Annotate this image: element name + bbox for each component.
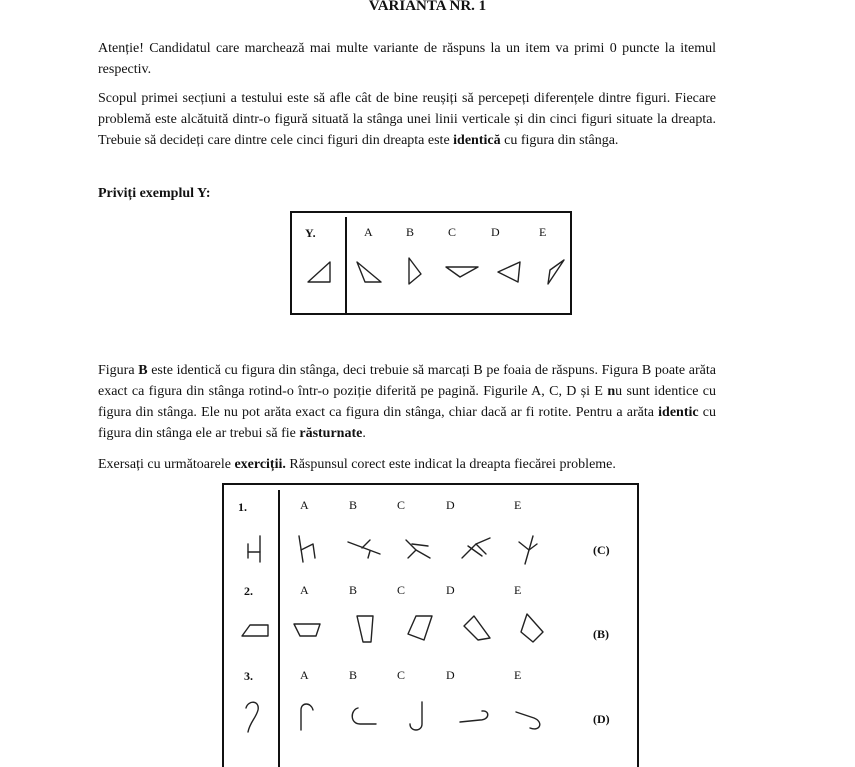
exercise-3-figure-target [242,700,264,734]
exercise-3-option-d: D [446,668,455,682]
exercise-intro-text-1: Exersați cu următoarele [98,457,235,472]
intro-text-1: Scopul primei secțiuni a testului este să afle cât de bine reușiți să percepeți diferențele dintre figuri. Fiecare problemă este alcătuită dintr-o figură situată la stânga unei linii verticale și din cinci figuri situate la dreapta. Trebuie să decideți care dintre cele cinci figuri din dreapta este [98,91,716,148]
exercise-intro [98,454,716,475]
example-box [290,211,572,315]
exercise-2-figure-a [292,620,324,640]
example-figure-c [444,264,480,280]
exercise-2-option-a: A [300,583,309,597]
example-option-b: B [406,225,415,239]
exercise-3-option-e: E [514,668,522,682]
exercise-3-figure-c [406,700,428,732]
explanation-text-3: u sunt identice cu figura din stânga. Ele nu pot arăta exact ca figura din stânga, chiar dacă ar fi rotite. Pentru a arăta [98,384,716,420]
exercise-1-figure-d [460,536,494,562]
exercise-3-answer: (D) [593,712,610,726]
exercise-2-option-e: E [514,583,522,597]
intro-text-2: cu figura din stânga. [500,133,619,148]
explanation-bold-identic: identic [658,405,699,420]
explanation-bold-b: B [138,363,148,378]
example-figure-d [496,258,524,284]
exercise-2-answer: (B) [593,627,609,641]
exercise-2-option-c: C [397,583,406,597]
exercise-1-figure-e [515,534,539,566]
exercise-1-figure-a [295,532,319,564]
exercise-3-number: 3. [244,669,253,683]
intro-bold-identica: identică [453,133,501,148]
example-heading: Priviți exemplul Y: [98,186,211,201]
explanation-text-2: este identică cu figura din stânga, deci trebuie să marcați B pe foaia de răspuns. Figura B poate arăta exact ca figura din stânga rotind-o într-o poziție diferită pe pagină. Figurile A, C, D și E [98,363,716,399]
exercise-1-figure-b [346,538,382,560]
example-option-a: A [364,225,373,239]
exercise-2-figure-target [240,622,272,640]
exercise-2-option-b: B [349,583,358,597]
exercise-1-answer: (C) [593,543,610,557]
exercise-2-number: 2. [244,584,253,598]
explanation-paragraph [98,360,716,444]
example-figure-b [406,256,424,286]
explanation-text-1: Figura [98,363,139,378]
exercises-divider [278,490,280,767]
exercise-1-option-c: C [397,498,406,512]
exercise-2-figure-e [519,612,547,646]
exercise-1-number: 1. [238,500,247,514]
example-option-c: C [448,225,457,239]
explanation-bold-n: n [607,384,616,399]
exercise-3-figure-b [348,706,378,728]
explanation-text-4: cu figura din stânga ele ar trebui să fie [98,405,717,441]
exercise-1-option-a: A [300,498,309,512]
exercise-2-figure-d [462,614,494,644]
example-divider [345,217,347,315]
exercise-intro-bold: exerciții. [234,457,286,472]
exercise-2-figure-b [355,614,377,646]
exercise-3-figure-d [458,708,494,728]
explanation-text-5: . [362,426,366,441]
example-figure-a [355,258,383,284]
exercise-1-figure-target [244,534,264,564]
example-option-e: E [539,225,547,239]
example-figure-target [306,258,332,284]
example-figure-e [544,256,568,286]
exercise-2-figure-c [406,614,434,644]
warning-paragraph: Atenție! Candidatul care marchează mai multe variante de răspuns la un item va primi 0 puncte la itemul respectiv. [98,41,716,77]
exercise-3-option-a: A [300,668,309,682]
exercise-3-option-b: B [349,668,358,682]
exercise-3-figure-a [295,700,317,732]
exercise-1-option-e: E [514,498,522,512]
exercise-1-figure-c [402,538,432,562]
exercise-3-figure-e [514,708,546,732]
example-option-d: D [491,225,500,239]
explanation-bold-rasturnate: răsturnate [299,426,363,441]
exercise-1-option-d: D [446,498,455,512]
exercise-2-option-d: D [446,583,455,597]
exercise-intro-text-2: Răspunsul corect este indicat la dreapta fiecărei probleme. [285,457,616,472]
exercise-1-option-b: B [349,498,358,512]
page-title: VARIANTA NR. 1 [368,0,487,14]
exercise-3-option-c: C [397,668,406,682]
example-label: Y. [305,226,316,240]
intro-paragraph [98,88,716,151]
